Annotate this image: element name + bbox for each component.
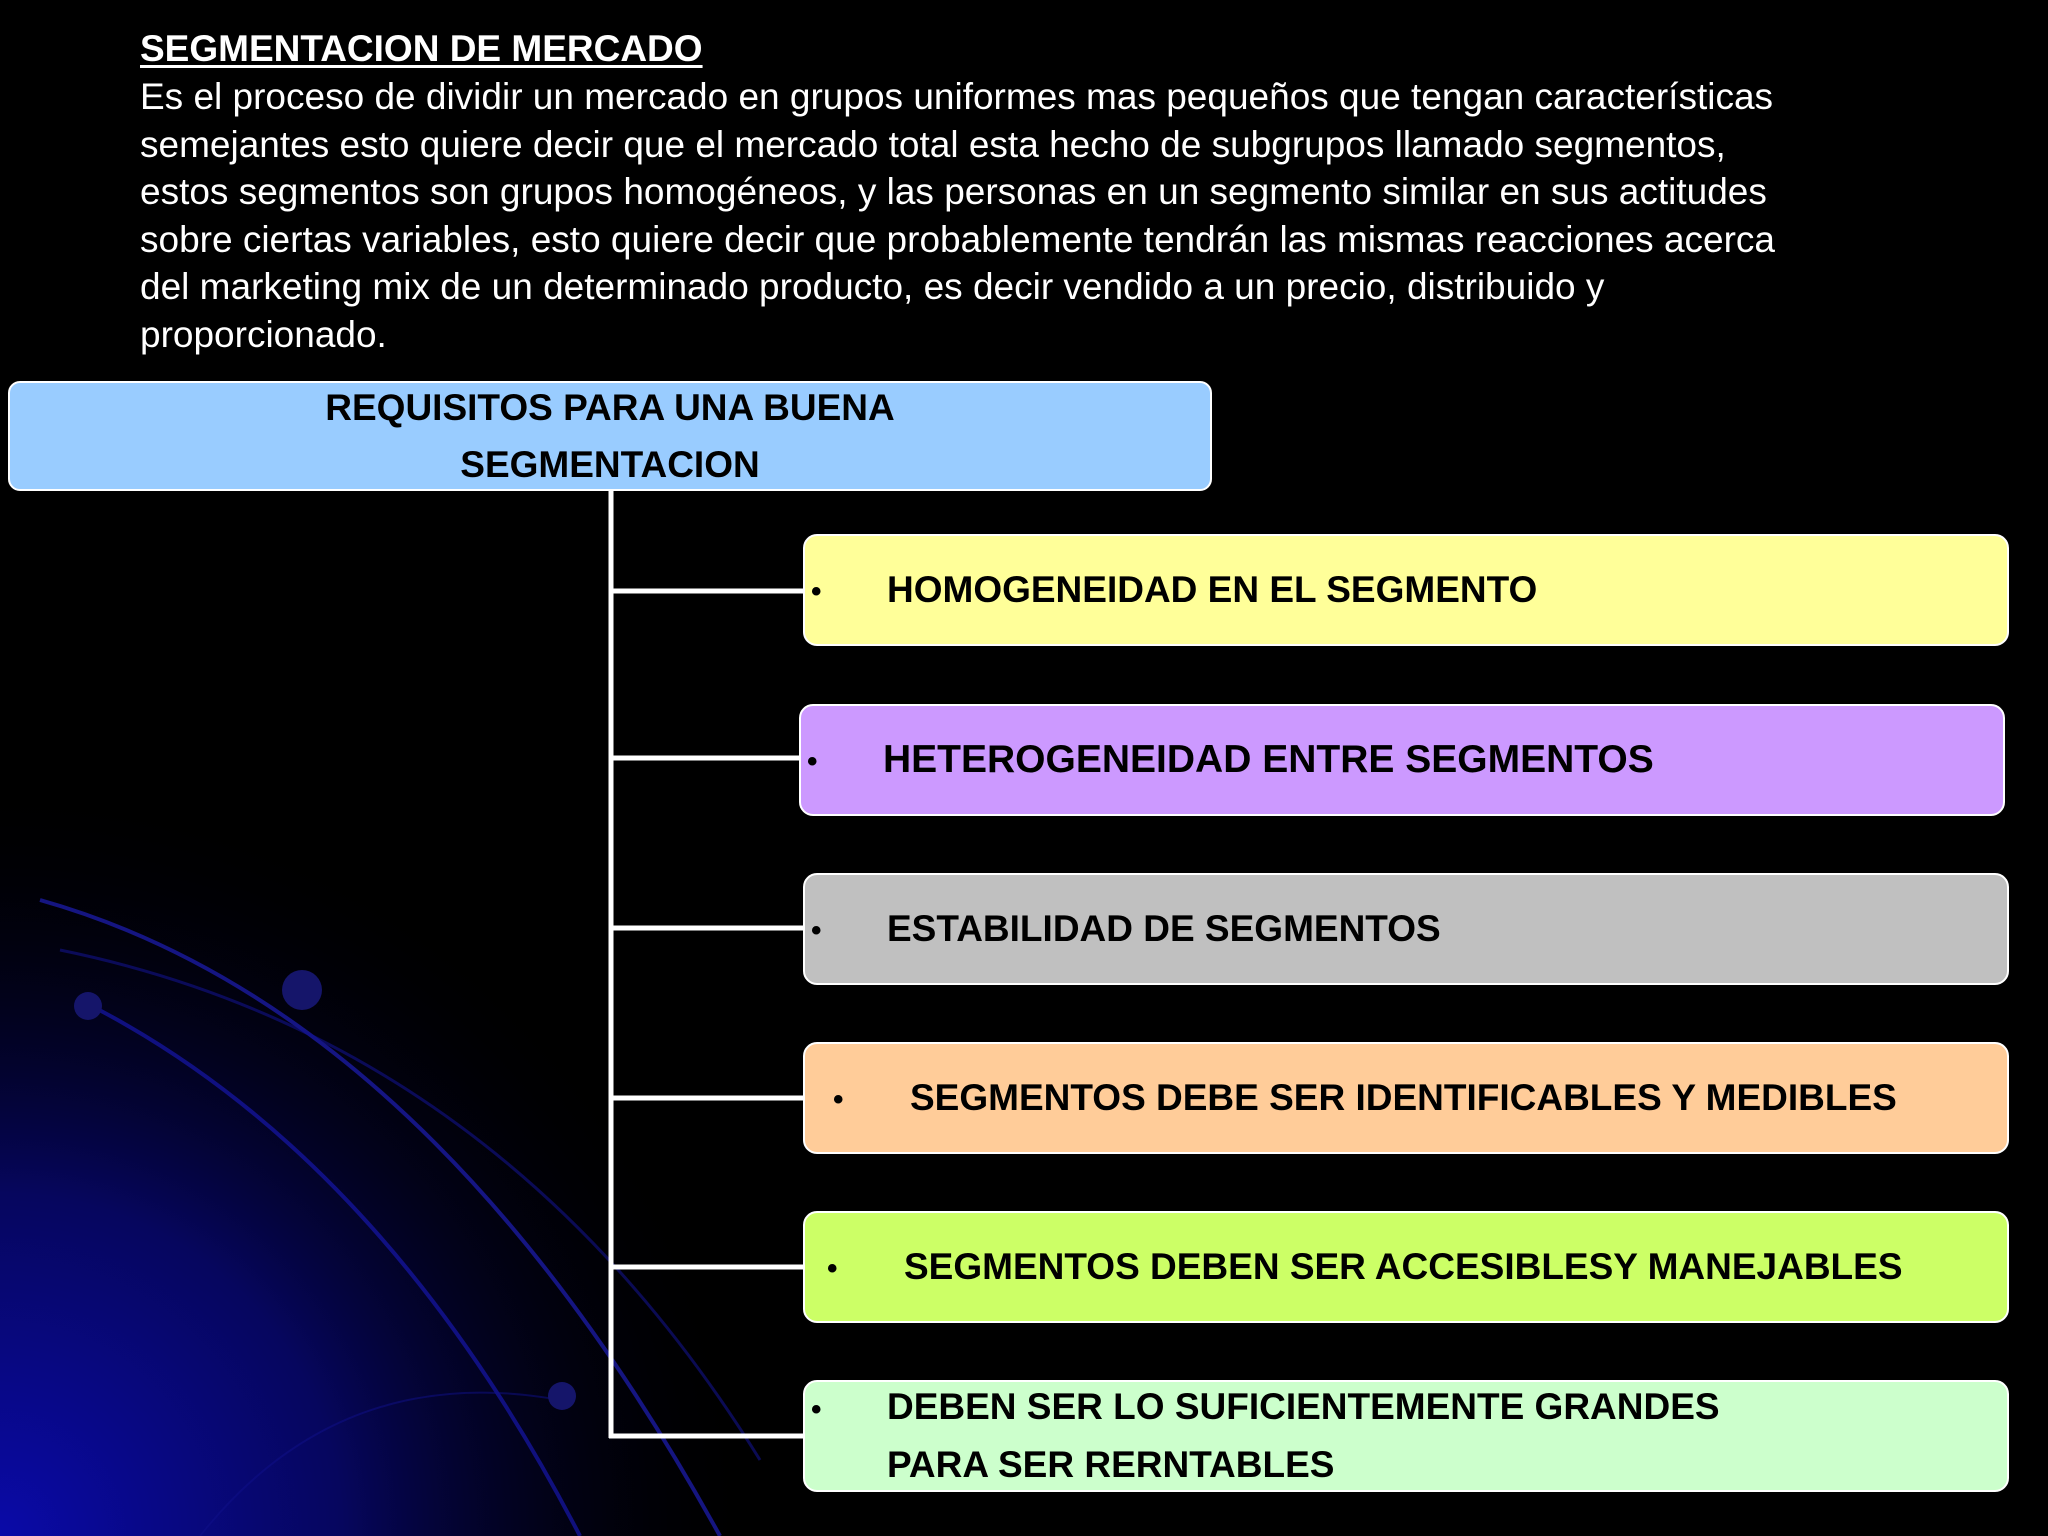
slide-title: SEGMENTACION DE MERCADO (140, 28, 703, 69)
bullet-icon: • (827, 1252, 838, 1285)
bullet-icon: • (833, 1083, 844, 1116)
requirement-box-grandes (803, 1380, 2009, 1492)
requirement-label: ESTABILIDAD DE SEGMENTOS (887, 908, 1441, 949)
bullet-icon: • (811, 575, 822, 608)
requirement-label: HETEROGENEIDAD ENTRE SEGMENTOS (883, 738, 1654, 781)
requirement-label: SEGMENTOS DEBE SER IDENTIFICABLES Y MEDIBLES (910, 1077, 1897, 1118)
requirement-label: DEBEN SER LO SUFICIENTEMENTE GRANDES (887, 1386, 1720, 1427)
requirement-label: HOMOGENEIDAD EN EL SEGMENTO (887, 569, 1538, 610)
requirement-label: SEGMENTOS DEBEN SER ACCESIBLESY MANEJABLES (904, 1246, 1903, 1287)
root-node-requisitos (8, 381, 1212, 491)
intro-line: Es el proceso de dividir un mercado en grupos uniformes mas pequeños que tengan características (140, 76, 1774, 117)
intro-line: estos segmentos son grupos homogéneos, y las personas en un segmento similar en sus actitudes (140, 171, 1767, 213)
intro-line: del marketing mix de un determinado producto, es decir vendido a un precio, distribuido y (140, 266, 1605, 308)
bullet-icon: • (807, 745, 818, 778)
requirement-box-homogeneidad (803, 534, 2009, 646)
requirement-label: PARA SER RERNTABLES (887, 1444, 1335, 1485)
intro-line: semejantes esto quiere decir que el mercado total esta hecho de subgrupos llamado segmentos, (140, 123, 1726, 165)
root-node-line: REQUISITOS PARA UNA BUENA (325, 387, 895, 428)
requirement-box-accesibles (803, 1211, 2009, 1323)
bullet-icon: • (811, 1393, 822, 1426)
intro-line: proporcionado. (140, 313, 387, 355)
requirement-box-heterogeneidad (799, 704, 2005, 816)
requirement-box-identificables (803, 1042, 2009, 1154)
bullet-icon: • (811, 914, 822, 947)
root-node-line: SEGMENTACION (460, 444, 760, 485)
intro-line: sobre ciertas variables, esto quiere decir que probablemente tendrán las mismas reacciones acerca (140, 218, 1776, 260)
requirement-box-estabilidad (803, 873, 2009, 985)
